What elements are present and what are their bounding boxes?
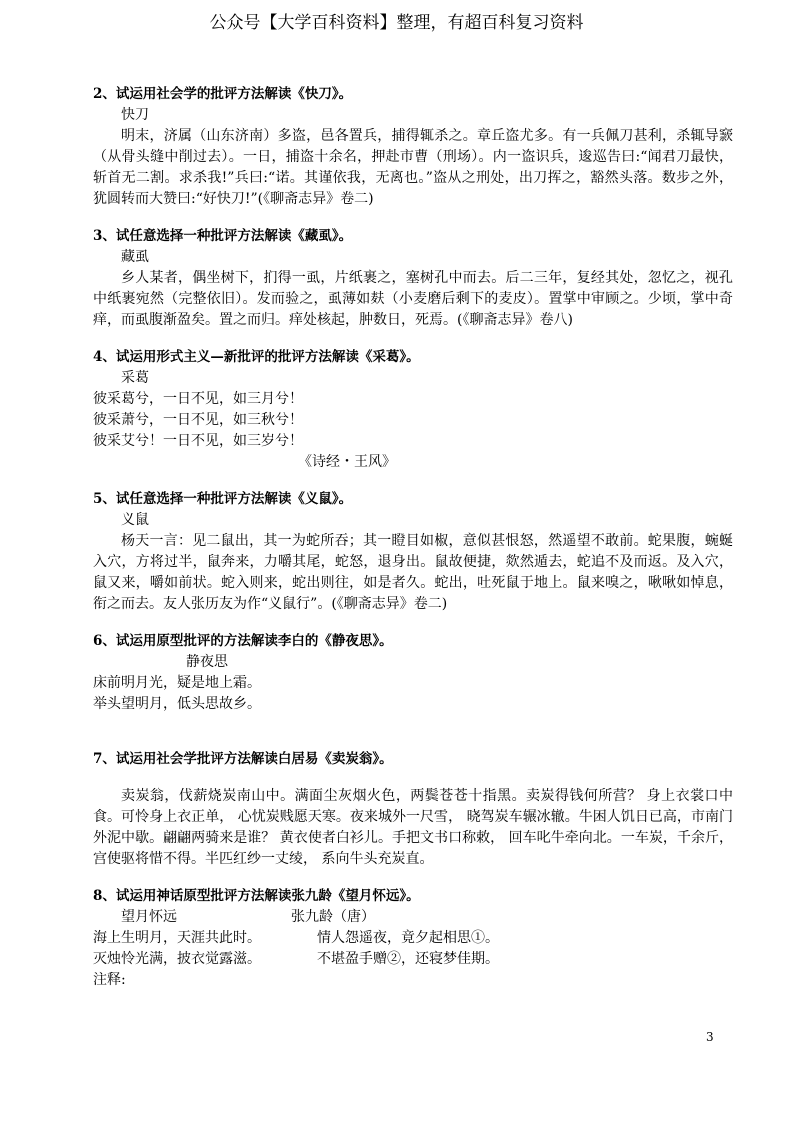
story-text: 明末，济属（山东济南）多盗，邑各置兵，捕得辄杀之。章丘盗尤多。有一兵佩刀甚利，杀辄导窾（从骨头缝中削过去）。一日，捕盗十余名，押赴市曹（刑场）。内一盗识兵，逡巡告曰:“闻君刀最快，斩首无二割。求杀我!”兵曰:“诺。其谨依我，无离也。”盗从之刑处，出刀挥之，豁然头落。数步之外，犹圆转而大赞曰:“好快刀!”(《聊斋志异》卷二) [93,128,733,207]
question-6: 6、试运用原型批评的方法解读李白的《静夜思》。 [93,633,393,649]
poem-line: 彼采萧兮，一日不见，如三秋兮！ [93,412,303,428]
poem-author: 张九龄（唐） [291,909,375,925]
poem-line: 床前明月光，疑是地上霜。 [93,675,261,691]
story-title: 义鼠 [121,512,149,528]
story-title: 快刀 [121,107,149,123]
story-title: 藏虱 [121,249,149,265]
poem-line: 彼采葛兮，一日不见，如三月兮！ [93,391,303,407]
poem-line: 灭烛怜光满，披衣觉露滋。 [93,951,261,967]
notes-label: 注释: [93,972,126,988]
poem-heading [93,907,733,928]
page-header: 公众号【大学百科资料】整理，有超百科复习资料 [209,13,584,33]
poem-text: 卖炭翁，伐薪烧炭南山中。满面尘灰烟火色，两鬓苍苍十指黑。卖炭得钱何所营？ 身上衣裳口中食。可怜身上衣正单， 心忧炭贱愿天寒。夜来城外一尺雪， 晓驾炭车辗冰辙。牛困人饥日已高，市南门外泥中歇。翩翩两骑来是谁？ 黄衣使者白衫儿。手把文书口称敕， 回车叱牛牵向北。一车炭，千余斤，宫使驱将惜不得。半匹红纱一丈绫， 系向牛头充炭直。 [93,788,733,867]
page-number: 3 [706,1030,714,1044]
question-3: 3、试任意选择一种批评方法解读《藏虱》。 [93,228,353,244]
poem-title: 静夜思 [186,654,228,670]
question-8: 8、试运用神话原型批评方法解读张九龄《望月怀远》。 [93,888,420,904]
poem-source: 《诗经・王风》 [298,454,396,470]
question-2: 2、试运用社会学的批评方法解读《快刀》。 [93,86,353,102]
poem-title: 采葛 [121,370,149,386]
poem-line: 海上生明月，天涯共此时。 [93,930,261,946]
question-4: 4、试运用形式主义—新批评的批评方法解读《采葛》。 [93,349,420,365]
poem-line: 举头望明月，低头思故乡。 [93,696,261,712]
story-text: 乡人某者，偶坐树下，扪得一虱，片纸裹之，塞树孔中而去。后二三年，复经其处，忽忆之，视孔中纸裹宛然（完整依旧）。发而验之，虱薄如麸（小麦磨后剩下的麦皮）。置掌中审顾之。少顷，掌中奇痒，而虱腹渐盈矣。置之而归。痒处核起，肿数日，死焉。(《聊斋志异》卷八) [93,270,733,328]
story-text: 杨天一言：见二鼠出，其一为蛇所吞；其一瞪目如椒，意似甚恨怒，然遥望不敢前。蛇果腹，蜿蜒入穴，方将过半，鼠奔来，力嚼其尾，蛇怒，退身出。鼠故便捷，欻然遁去，蛇追不及而返。及入穴，鼠又来，嚼如前状。蛇入则来，蛇出则往，如是者久。蛇出，吐死鼠于地上。鼠来嗅之，啾啾如悼息，衔之而去。友人张历友为作“义鼠行”。(《聊斋志异》卷二) [93,533,733,612]
poem-line: 不堪盈手赠②，还寝梦佳期。 [317,951,499,967]
poem-row [93,928,733,949]
poem-line: 彼采艾兮！一日不见，如三岁兮！ [93,433,303,449]
poem-line: 情人怨遥夜，竟夕起相思①。 [317,930,499,946]
poem-title: 望月怀远 [121,909,177,925]
poem-row [93,949,733,970]
document-body [93,84,733,991]
question-5: 5、试任意选择一种批评方法解读《义鼠》。 [93,491,353,507]
question-7: 7、试运用社会学批评方法解读白居易《卖炭翁》。 [93,751,393,767]
